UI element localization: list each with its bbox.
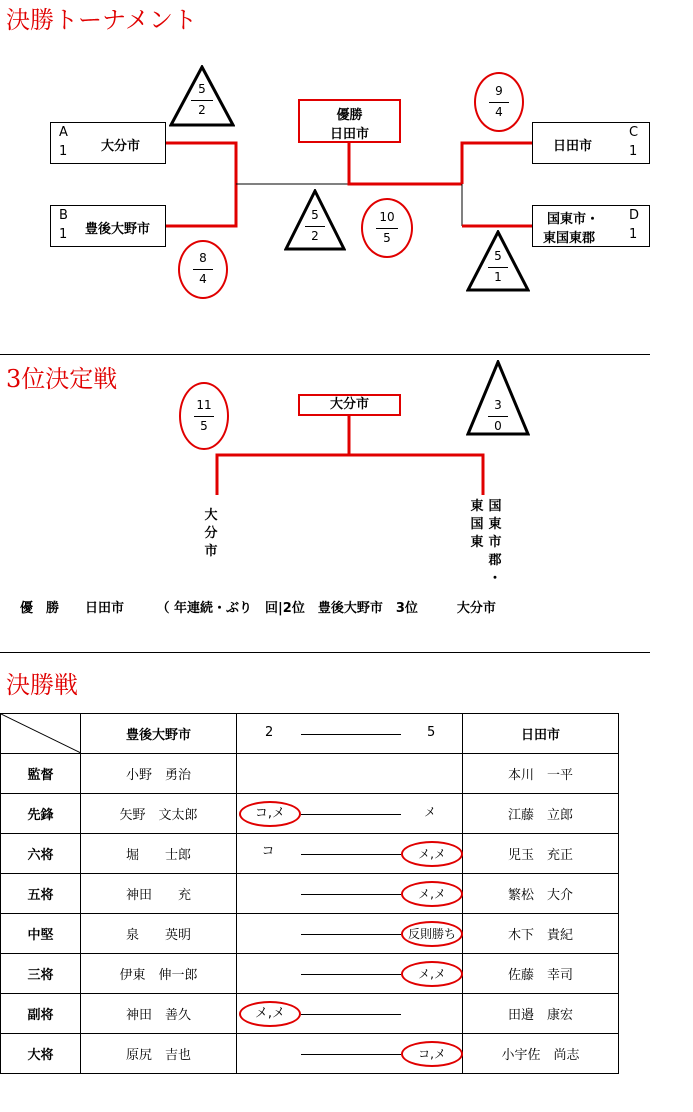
result-cell <box>237 994 463 1034</box>
table-row <box>1 754 619 794</box>
left-result <box>239 961 297 983</box>
right-player-cell: 小宇佐 尚志 <box>463 1034 619 1074</box>
team-a-seed-letter: A <box>59 125 68 140</box>
left-result <box>239 881 297 903</box>
third-oval <box>179 382 229 450</box>
right-result: メ,メ <box>401 961 463 987</box>
tri-center-bottom: 2 <box>311 229 319 243</box>
third-right-team-col2: 国 東 市 郡 ・ <box>488 499 502 586</box>
team-c-name: 日田市 <box>553 139 593 154</box>
team-d-seed-num: 1 <box>629 227 638 242</box>
left-result <box>239 921 297 943</box>
team-c-seed-num: 1 <box>629 144 638 159</box>
position-cell: 副将 <box>1 994 81 1034</box>
left-result <box>239 1041 297 1063</box>
header-left-score: 2 <box>265 725 274 740</box>
result-line <box>301 934 401 935</box>
result-cell <box>237 754 463 794</box>
right-player-cell: 本川 一平 <box>463 754 619 794</box>
tri-bottom-right-bottom: 1 <box>494 270 502 284</box>
final-title: 決勝戦 <box>6 671 78 699</box>
left-player-cell: 神田 善久 <box>81 994 237 1034</box>
left-result: コ,メ <box>239 801 301 827</box>
table-row <box>1 914 619 954</box>
fraction-line <box>488 416 508 417</box>
final-match-table <box>0 713 619 1074</box>
third-place-title: 3位決定戦 <box>6 365 118 393</box>
team-b-name: 豊後大野市 <box>85 222 151 237</box>
right-player-cell: 木下 貴紀 <box>463 914 619 954</box>
table-row <box>1 834 619 874</box>
team-c-seed-letter: C <box>629 125 639 140</box>
left-player-cell: 原尻 吉也 <box>81 1034 237 1074</box>
third-left-team: 大 分 市 <box>204 508 218 559</box>
right-player-cell: 佐藤 幸司 <box>463 954 619 994</box>
team-a-name: 大分市 <box>101 139 141 154</box>
oval-bottom-left-bottom: 4 <box>199 272 207 286</box>
left-player-cell: 堀 士郎 <box>81 834 237 874</box>
third-oval-top: 11 <box>196 398 212 412</box>
table-row <box>1 954 619 994</box>
right-result: メ <box>401 801 459 823</box>
header-score <box>237 714 463 754</box>
diagonal-line <box>1 714 81 753</box>
result-line <box>301 854 401 855</box>
third-right-team-col1: 東 国 東 <box>470 499 484 550</box>
right-result: 反則勝ち <box>401 921 463 947</box>
divider <box>0 652 650 653</box>
result-line <box>301 894 401 895</box>
oval-top-right-bottom: 4 <box>495 105 503 119</box>
result-line <box>301 1014 401 1015</box>
left-result <box>239 761 297 783</box>
header-right-team: 日田市 <box>463 714 619 754</box>
position-cell: 三将 <box>1 954 81 994</box>
team-d-name-line2: 東国東郡 <box>543 231 596 246</box>
table-header-row <box>1 714 619 754</box>
position-cell: 五将 <box>1 874 81 914</box>
tri-center-top: 5 <box>311 208 319 222</box>
left-result: コ <box>239 841 297 863</box>
position-cell: 先鋒 <box>1 794 81 834</box>
right-player-cell: 繁松 大介 <box>463 874 619 914</box>
header-left-team: 豊後大野市 <box>81 714 237 754</box>
result-line <box>301 814 401 815</box>
team-b-seed-letter: B <box>59 208 68 223</box>
right-player-cell: 江藤 立郎 <box>463 794 619 834</box>
tri-bottom-right-top: 5 <box>494 249 502 263</box>
team-b-seed-num: 1 <box>59 227 68 242</box>
team-d-name-line1: 国東市・ <box>547 212 600 227</box>
result-line <box>301 974 401 975</box>
result-cell <box>237 954 463 994</box>
right-result: メ,メ <box>401 881 463 907</box>
oval-bottom-left-top: 8 <box>199 251 207 265</box>
results-summary: 優 勝 日田市 （ 年連続・ぶり 回|2位 豊後大野市 3位 大分市 <box>20 601 496 616</box>
third-place-winner: 大分市 <box>329 397 369 412</box>
oval-center-top: 10 <box>379 210 395 224</box>
team-d-seed-letter: D <box>629 208 640 223</box>
tournament-title: 決勝トーナメント <box>6 6 198 34</box>
right-result <box>401 761 459 783</box>
position-cell: 大将 <box>1 1034 81 1074</box>
third-place-winner-box <box>298 394 401 416</box>
score-line <box>301 734 401 735</box>
left-player-cell: 神田 充 <box>81 874 237 914</box>
team-a-seed-num: 1 <box>59 144 68 159</box>
position-cell: 中堅 <box>1 914 81 954</box>
diagonal-cell <box>1 714 81 754</box>
left-result: メ,メ <box>239 1001 301 1027</box>
left-player-cell: 伊東 伸一郎 <box>81 954 237 994</box>
position-cell: 六将 <box>1 834 81 874</box>
third-tri-score <box>466 398 530 438</box>
champion-name: 日田市 <box>329 127 369 142</box>
champion-label: 優勝 <box>336 108 363 123</box>
oval-center-bottom: 5 <box>383 231 391 245</box>
result-cell <box>237 794 463 834</box>
right-player-cell: 田邉 康宏 <box>463 994 619 1034</box>
third-tri-top: 3 <box>494 398 502 412</box>
oval-top-right-top: 9 <box>495 84 503 98</box>
table-row <box>1 874 619 914</box>
tri-top-left-bottom: 2 <box>198 103 206 117</box>
tri-top-left-top: 5 <box>198 82 206 96</box>
table-row <box>1 1034 619 1074</box>
position-cell: 監督 <box>1 754 81 794</box>
result-cell <box>237 874 463 914</box>
left-player-cell: 泉 英明 <box>81 914 237 954</box>
right-result: メ,メ <box>401 841 463 867</box>
fraction-line <box>194 416 214 417</box>
third-tri-bottom: 0 <box>494 419 502 433</box>
right-result <box>401 1001 459 1023</box>
right-player-cell: 児玉 充正 <box>463 834 619 874</box>
right-result: コ,メ <box>401 1041 463 1067</box>
result-line <box>301 1054 401 1055</box>
header-right-score: 5 <box>427 725 436 740</box>
table-row <box>1 794 619 834</box>
match-rows <box>1 754 619 1074</box>
left-player-cell: 小野 勇治 <box>81 754 237 794</box>
result-cell <box>237 834 463 874</box>
result-cell <box>237 1034 463 1074</box>
third-oval-bottom: 5 <box>200 419 208 433</box>
result-cell <box>237 914 463 954</box>
table-row <box>1 994 619 1034</box>
left-player-cell: 矢野 文太郎 <box>81 794 237 834</box>
